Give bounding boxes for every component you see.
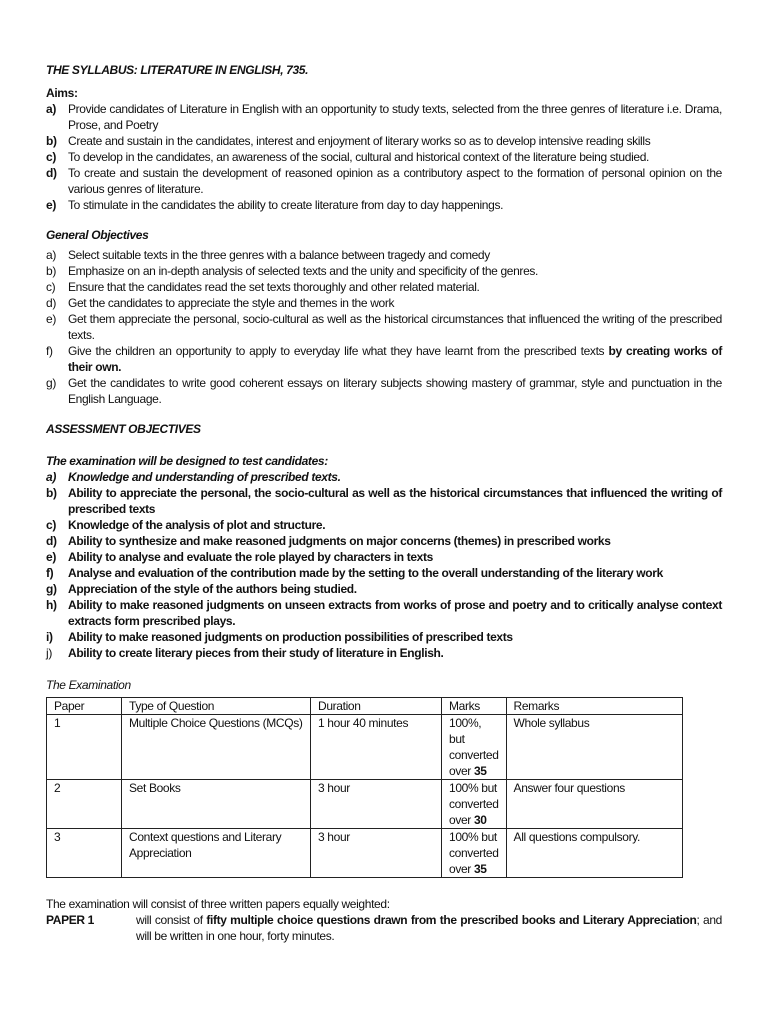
list-marker: d) <box>46 296 56 310</box>
list-marker: g) <box>46 376 56 390</box>
list-item <box>46 247 722 263</box>
list-item <box>46 197 722 213</box>
cell-marks <box>442 715 507 780</box>
list-marker: f) <box>46 344 53 358</box>
cell-remarks: Whole syllabus <box>506 715 682 780</box>
cell-type: Multiple Choice Questions (MCQs) <box>122 715 311 780</box>
list-marker: a) <box>46 102 56 116</box>
table-header-row <box>47 698 683 715</box>
list-text: Get them appreciate the personal, socio-cultural as well as the historical circumstances that influenced the writing of the prescribed texts. <box>68 312 722 342</box>
cell-type: Context questions and Literary Appreciation <box>122 829 311 878</box>
list-item <box>46 165 722 197</box>
assessment-objectives-heading: ASSESSMENT OBJECTIVES <box>46 422 201 436</box>
list-text: Analyse and evaluation of the contribution made by the setting to the overall understanding of the literary work <box>68 566 663 580</box>
list-text: To develop in the candidates, an awareness of the social, cultural and historical context of the literature being studied. <box>68 150 650 164</box>
list-text: Ability to analyse and evaluate the role played by characters in texts <box>68 550 433 564</box>
list-text: Ability to create literary pieces from their study of literature in English. <box>68 646 444 660</box>
list-item <box>46 645 722 661</box>
list-marker: b) <box>46 486 57 500</box>
list-item <box>46 149 722 165</box>
paper1-label: PAPER 1 <box>46 913 95 927</box>
paper1-text <box>136 912 722 944</box>
list-text: Knowledge of the analysis of plot and structure. <box>68 518 326 532</box>
general-objectives-heading: General Objectives <box>46 228 149 242</box>
list-marker: i) <box>46 630 53 644</box>
cell-duration: 1 hour 40 minutes <box>311 715 442 780</box>
list-marker: e) <box>46 198 56 212</box>
table-row <box>47 780 683 829</box>
list-item <box>46 133 722 149</box>
cell-remarks: Answer four questions <box>506 780 682 829</box>
list-marker: d) <box>46 166 57 180</box>
paper1-text-pre: will consist of <box>136 913 207 927</box>
list-text: Get the candidates to write good coherent essays on literary subjects showing mastery of grammar, style and punctuation in the English Language. <box>68 376 722 406</box>
list-item <box>46 469 722 485</box>
list-marker: d) <box>46 534 57 548</box>
cell-remarks: All questions compulsory. <box>506 829 682 878</box>
marks-value: 30 <box>473 813 487 827</box>
list-text-regular: Give the children an opportunity to apply to everyday life what they have learnt from the prescribed texts <box>68 344 609 358</box>
list-marker: a) <box>46 248 56 262</box>
list-item <box>46 279 722 295</box>
list-item <box>46 375 722 407</box>
list-item <box>46 565 722 581</box>
cell-marks <box>442 780 507 829</box>
column-header-marks: Marks <box>442 698 507 715</box>
cell-paper: 1 <box>47 715 122 780</box>
list-item <box>46 295 722 311</box>
list-item <box>46 263 722 279</box>
list-text <box>68 343 722 375</box>
list-item <box>46 597 722 629</box>
list-item <box>46 343 722 375</box>
list-item <box>46 311 722 343</box>
marks-text: 100% but converted over <box>449 830 499 876</box>
list-marker: c) <box>46 280 56 294</box>
examination-intro: The examination will consist of three written papers equally weighted: <box>46 897 390 911</box>
list-text: Ability to make reasoned judgments on production possibilities of prescribed texts <box>68 630 513 644</box>
aims-list <box>46 101 722 213</box>
list-item <box>46 533 722 549</box>
cell-type: Set Books <box>122 780 311 829</box>
marks-value: 35 <box>473 862 487 876</box>
examination-heading: The Examination <box>46 678 131 692</box>
marks-text: 100% but converted over <box>449 781 499 827</box>
list-text: To create and sustain the development of reasoned opinion as a contributory aspect to the formation of personal opinion on the various genres of literature. <box>68 166 722 196</box>
list-text: Ability to synthesize and make reasoned judgments on major concerns (themes) in prescribed works <box>68 534 611 548</box>
list-marker: e) <box>46 550 56 564</box>
list-text: Create and sustain in the candidates, interest and enjoyment of literary works so as to develop intensive reading skills <box>68 134 651 148</box>
list-marker: j) <box>46 646 52 660</box>
list-marker: h) <box>46 598 57 612</box>
list-marker: c) <box>46 150 56 164</box>
general-objectives-list <box>46 247 722 407</box>
list-item <box>46 485 722 517</box>
aims-heading: Aims: <box>46 86 78 100</box>
list-marker: c) <box>46 518 56 532</box>
table-row <box>47 715 683 780</box>
table-row <box>47 829 683 878</box>
list-text-bold: by creating works of their own. <box>68 344 722 374</box>
paper1-text-bold: fifty multiple choice questions drawn from the prescribed books and <box>206 913 583 927</box>
list-marker: f) <box>46 566 54 580</box>
examination-table <box>46 697 683 878</box>
list-text: Get the candidates to appreciate the style and themes in the work <box>68 296 395 310</box>
list-text: Emphasize on an in-depth analysis of selected texts and the unity and specificity of the genres. <box>68 264 539 278</box>
list-text: Appreciation of the style of the authors being studied. <box>68 582 357 596</box>
list-text: Ensure that the candidates read the set texts thoroughly and other related material. <box>68 280 480 294</box>
list-marker: a) <box>46 470 56 484</box>
list-marker: b) <box>46 134 57 148</box>
cell-paper: 3 <box>47 829 122 878</box>
paper1-text-bold-2: Literary Appreciation <box>582 913 697 927</box>
list-text: To stimulate in the candidates the ability to create literature from day to day happenings. <box>68 198 504 212</box>
cell-duration: 3 hour <box>311 829 442 878</box>
assessment-objectives-list <box>46 469 722 661</box>
paper1-description <box>46 912 722 944</box>
list-text: Knowledge and understanding of prescribed texts. <box>68 470 341 484</box>
cell-marks <box>442 829 507 878</box>
column-header-paper: Paper <box>47 698 122 715</box>
list-marker: g) <box>46 582 57 596</box>
list-item <box>46 517 722 533</box>
assessment-intro: The examination will be designed to test candidates: <box>46 454 328 468</box>
marks-text: 100%, but converted over <box>449 716 499 778</box>
list-marker: e) <box>46 312 56 326</box>
list-item <box>46 629 722 645</box>
list-text: Ability to make reasoned judgments on unseen extracts from works of prose and poetry and to critically analyse context extracts form prescribed plays. <box>68 598 722 628</box>
list-item <box>46 101 722 133</box>
column-header-duration: Duration <box>311 698 442 715</box>
cell-paper: 2 <box>47 780 122 829</box>
list-marker: b) <box>46 264 56 278</box>
column-header-remarks: Remarks <box>506 698 682 715</box>
list-text: Select suitable texts in the three genres with a balance between tragedy and comedy <box>68 248 490 262</box>
column-header-type: Type of Question <box>122 698 311 715</box>
cell-duration: 3 hour <box>311 780 442 829</box>
list-text: Provide candidates of Literature in English with an opportunity to study texts, selected from the three genres of literature i.e. Drama, Prose, and Poetry <box>68 102 722 132</box>
list-item <box>46 549 722 565</box>
document-title: THE SYLLABUS: LITERATURE IN ENGLISH, 735. <box>46 63 309 77</box>
list-text: Ability to appreciate the personal, the socio-cultural as well as the historical circumstances that influenced the writing of prescribed texts <box>68 486 722 516</box>
list-item <box>46 581 722 597</box>
marks-value: 35 <box>473 764 487 778</box>
paper1-text-post: ; and will be written in one hour, forty minutes. <box>136 913 723 943</box>
